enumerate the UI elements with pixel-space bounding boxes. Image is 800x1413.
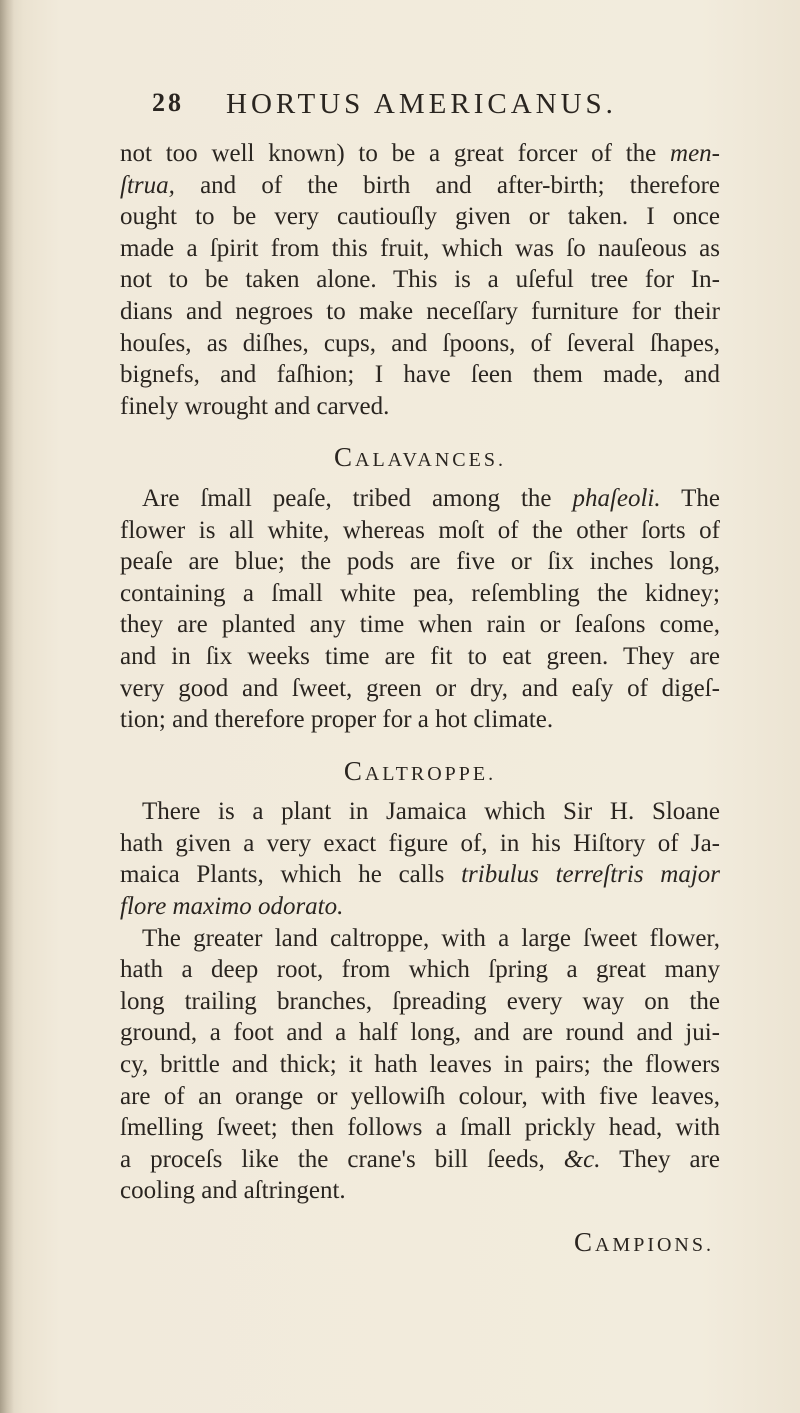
text-line: are of an orange or yellowiſh colour, with five leaves, [120, 1082, 720, 1110]
text-line: containing a ſmall white pea, reſembling the kidney; [120, 579, 720, 607]
text-line: not too well known) to be a great forcer of the men- [120, 140, 720, 167]
page-header [152, 88, 712, 128]
running-head: HORTUS AMERICANUS. [226, 88, 617, 120]
text-line: made a ſpirit from this fruit, which was ſo nauſeous as [120, 234, 720, 262]
text-line: finely wrought and carved. [120, 392, 390, 420]
text-line: a proceſs like the crane's bill ſeeds, &c. They are [120, 1145, 720, 1173]
text-line: ought to be very cautiouſly given or taken. I once [120, 203, 720, 231]
text-line: peaſe are blue; the pods are five or ſix inches long, [120, 548, 720, 576]
text-line: There is a plant in Jamaica which Sir H. Sloane [142, 798, 720, 826]
text-line: cooling and aſtringent. [120, 1177, 346, 1205]
text-line: very good and ſweet, green or dry, and eaſy of digeſ- [120, 674, 720, 702]
entry-heading-caltroppe: CALTROPPE. [343, 755, 497, 786]
text-line: tion; and therefore proper for a hot climate. [120, 706, 554, 734]
text-line: flore maximo odorato. [120, 893, 344, 921]
text-line: bignefs, and faſhion; I have ſeen them made, and [120, 361, 720, 389]
text-line: dians and negroes to make neceſſary furniture for their [120, 297, 720, 325]
text-line: Are ſmall peaſe, tribed among the phaſeoli. The [142, 484, 720, 512]
text-line: maica Plants, which he calls tribulus terreſtris major [120, 861, 720, 889]
text-line: The greater land caltroppe, with a large ſweet flower, [142, 924, 720, 952]
body-text [120, 138, 720, 1262]
text-line: hath a deep root, from which ſpring a great many [120, 956, 720, 984]
text-line: long trailing branches, ſpreading every way on the [120, 987, 720, 1015]
binding-gutter [0, 0, 14, 1413]
entry-heading-calavances: CALAVANCES. [334, 442, 506, 473]
text-line: ground, a foot and a half long, and are round and jui- [120, 1019, 720, 1047]
text-line: and in ſix weeks time are fit to eat green. They are [120, 642, 720, 670]
text-line: ſmelling ſweet; then follows a ſmall prickly head, with [120, 1114, 720, 1142]
text-line: ſtrua, and of the birth and after-birth; therefore [120, 171, 721, 199]
page-number: 28 [152, 88, 184, 117]
text-line: cy, brittle and thick; it hath leaves in pairs; the flowers [120, 1051, 720, 1079]
text-line: houſes, as diſhes, cups, and ſpoons, of ſeveral ſhapes, [120, 329, 720, 357]
text-line: flower is all white, whereas moſt of the other ſorts of [120, 516, 720, 544]
catchword: CAMPIONS. [573, 1227, 714, 1257]
text-line: they are planted any time when rain or ſeaſons come, [120, 611, 720, 639]
text-line: not to be taken alone. This is a uſeful tree for In- [120, 266, 720, 294]
text-line: hath given a very exact figure of, in his Hiſtory of Ja- [120, 829, 720, 857]
